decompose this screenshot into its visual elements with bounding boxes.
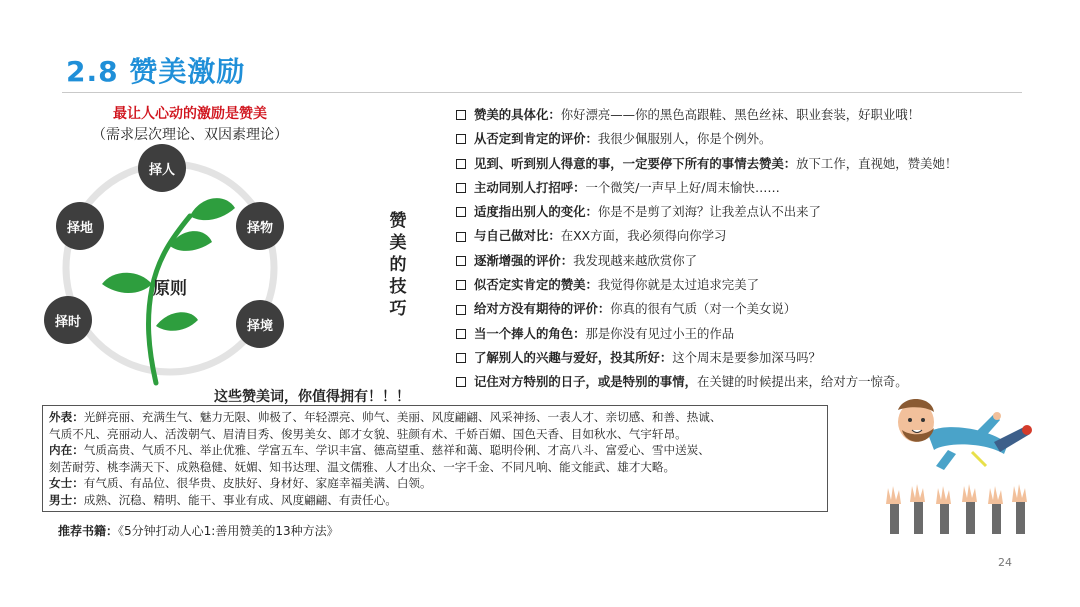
checkbox-icon [456,232,466,242]
celebration-illustration-icon [876,392,1036,537]
list-item: 赞美的具体化： 你好漂亮——你的黑色高跟鞋、黑色丝袜、职业套装，好职业哦！ [456,103,1016,127]
list-item: 适度指出别人的变化： 你是不是剪了刘海？让我差点认不出来了 [456,200,1016,224]
female-row: 女士：有气质、有品位、很华贵、皮肤好、身材好、家庭幸福美满、白领。 [49,476,432,491]
list-item: 与自己做对比： 在XX方面，我必须得向你学习 [456,224,1016,248]
checkbox-icon [456,329,466,339]
checkbox-icon [456,353,466,363]
list-item: 逐渐增强的评价： 我发现越来越欣赏你了 [456,249,1016,273]
vertical-char: 巧 [389,299,407,319]
vertical-char: 的 [389,255,407,275]
node-choose-object: 择物 [236,202,284,250]
list-item: 当一个捧人的角色： 那是你没有见过小王的作品 [456,322,1016,346]
checkbox-icon [456,183,466,193]
appearance-row-1: 外表：光鲜亮丽、充满生气、魅力无限、帅极了、年轻漂亮、帅气、美丽、风度翩翩、风采神扬、一表人才、亲切感、和善、热诚、 [49,410,722,424]
theory-subline: （需求层次理论、双因素理论） [92,127,288,143]
headline: 最让人心动的激励是赞美 [113,106,267,122]
vertical-heading [386,210,410,320]
principle-label: 原则 [153,279,187,299]
leaf-icon [190,198,235,220]
checkbox-icon [456,256,466,266]
list-item: 见到、听到别人得意的事，一定要停下所有的事情去赞美： 放下工作，直视她，赞美她！ [456,152,1016,176]
principle-diagram [40,148,340,388]
praise-tips-list [456,103,1016,395]
male-row: 男士：成熟、沉稳、精明、能干、事业有成、风度翩翩、有责任心。 [49,492,397,507]
checkbox-icon [456,377,466,387]
node-choose-person: 择人 [138,144,186,192]
checkbox-icon [456,159,466,169]
vertical-char: 美 [389,233,407,253]
list-item: 似否定实肯定的赞美： 我觉得你就是太过追求完美了 [456,273,1016,297]
checkbox-icon [456,134,466,144]
node-choose-setting: 择境 [236,300,284,348]
raised-hands-icon [886,484,1027,534]
vertical-char: 技 [389,277,407,297]
principle-ring [40,148,340,388]
checkbox-icon [456,305,466,315]
checkbox-icon [456,207,466,217]
vertical-char: 赞 [389,211,407,231]
leaf-icon [102,273,152,293]
page-number: 24 [998,556,1012,569]
checkbox-icon [456,110,466,120]
recommended-book: 推荐书籍：《5分钟打动人心1:善用赞美的13种方法》 [58,524,339,538]
list-item: 了解别人的兴趣与爱好，投其所好： 这个周末是要参加深马吗？ [456,346,1016,370]
inner-row-2: 刻苦耐劳、桃李满天下、成熟稳健、妩媚、知书达理、温文儒雅、人才出众、一字千金、不同凡响、能文能武、雄才大略。 [49,459,676,474]
list-item: 记住对方特别的日子，或是特别的事情， 在关键的时候提出来，给对方一惊奇。 [456,370,1016,394]
node-choose-place: 择地 [56,202,104,250]
tossed-man-icon [898,399,1032,470]
praise-words-heading: 这些赞美词，你值得拥有！！！ [214,389,410,405]
title-divider [62,92,1022,93]
list-item: 从否定到肯定的评价： 我很少佩服别人，你是个例外。 [456,127,1016,151]
motivation-header [40,103,340,144]
list-item: 给对方没有期待的评价： 你真的很有气质（对一个美女说） [456,297,1016,321]
checkbox-icon [456,280,466,290]
list-item: 主动同别人打招呼： 一个微笑/一声早上好/周末愉快…… [456,176,1016,200]
slide-title: 2.8 赞美激励 [66,55,246,88]
inner-row-1: 内在：气质高贵、气质不凡、举止优雅、学富五车、学识丰富、德高望重、慈祥和蔼、聪明伶俐、才高八斗、富爱心、雪中送炭、 [49,443,710,458]
praise-words-box [42,405,828,512]
leaf-icon [156,312,198,331]
node-choose-time: 择时 [44,296,92,344]
appearance-row-2: 气质不凡、亮丽动人、活泼朝气、眉清目秀、俊男美女、郎才女貌、驻颜有术、千娇百媚、国色天香、目如秋水、气宇轩昂。 [49,426,687,441]
